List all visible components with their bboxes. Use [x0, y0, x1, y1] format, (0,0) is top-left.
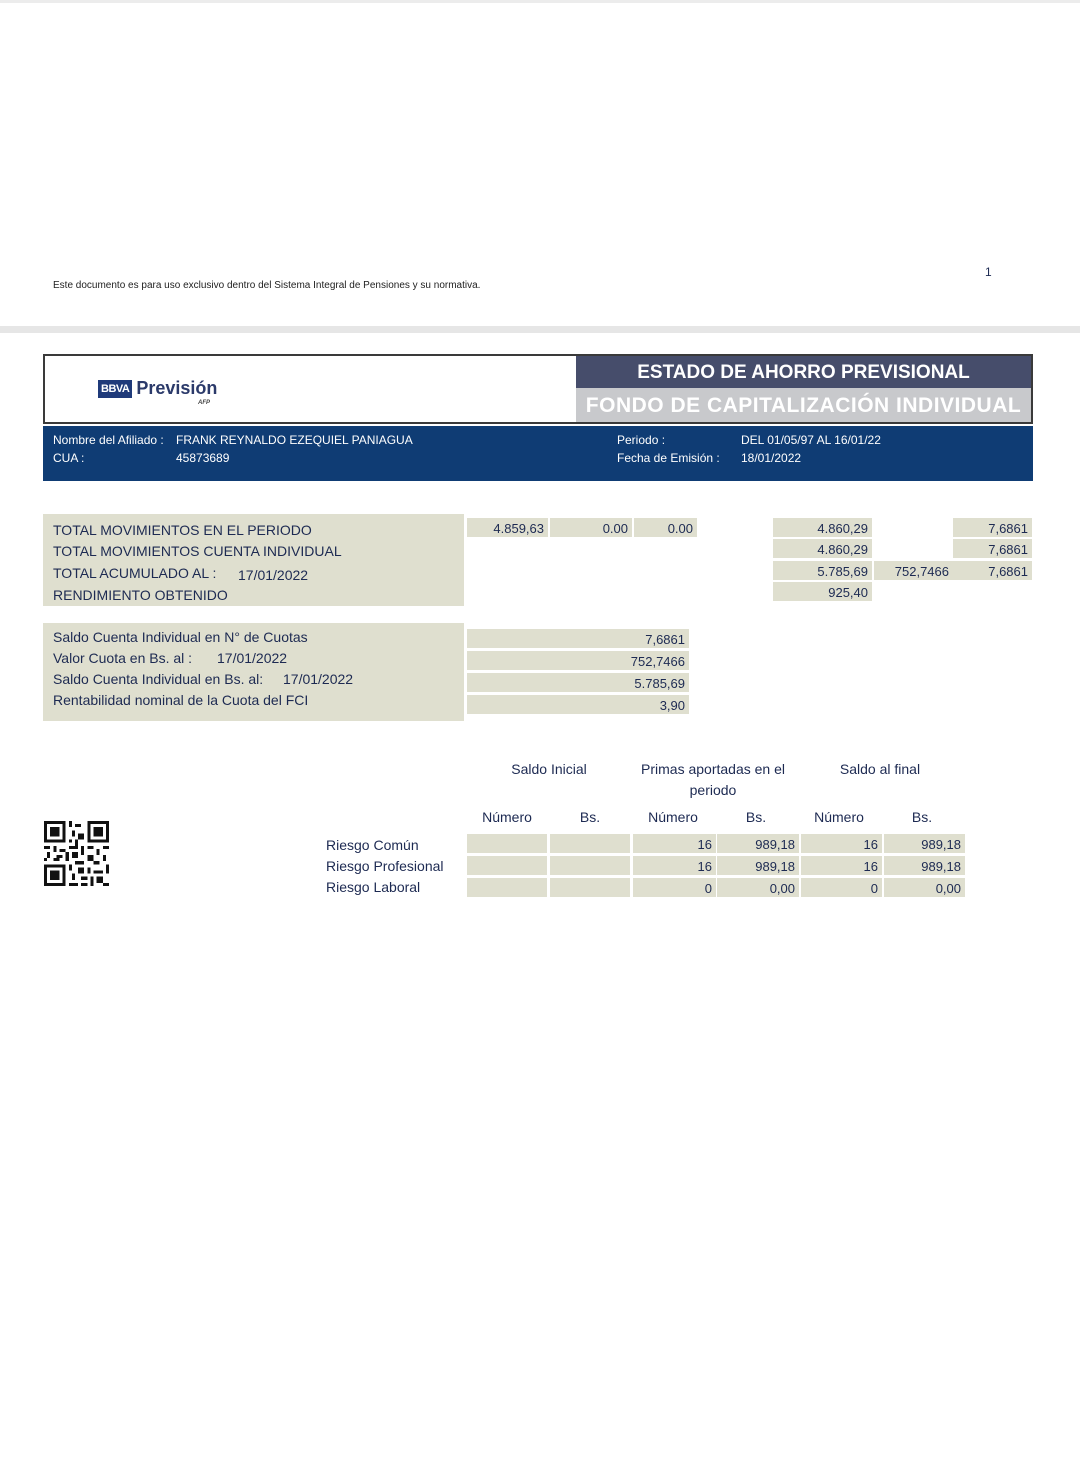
- valor-cuota-date: 17/01/2022: [217, 650, 288, 666]
- riesgo-profesional-inicial-bs: [550, 856, 630, 875]
- rentabilidad-label: Rentabilidad nominal de la Cuota del FCI: [53, 692, 309, 708]
- page-divider: [0, 326, 1080, 333]
- saldo-inicial-numero-header: Número: [482, 809, 532, 825]
- emision-label: Fecha de Emisión :: [617, 451, 720, 465]
- primas-numero-header: Número: [648, 809, 698, 825]
- mov-cuenta-total: 4.860,29: [773, 539, 872, 558]
- riesgo-profesional-inicial-num: [467, 856, 547, 875]
- rentabilidad-value: 3,90: [467, 695, 689, 714]
- riesgo-profesional-label: Riesgo Profesional: [326, 858, 444, 874]
- riesgo-laboral-primas-num: 0: [633, 878, 716, 897]
- riesgo-comun-inicial-num: [467, 834, 547, 853]
- riesgo-comun-inicial-bs: [550, 834, 630, 853]
- riesgo-comun-final-num: 16: [801, 834, 882, 853]
- riesgo-laboral-label: Riesgo Laboral: [326, 879, 421, 895]
- riesgo-laboral-final-bs: 0,00: [884, 878, 965, 897]
- riesgo-comun-primas-num: 16: [633, 834, 716, 853]
- afiliado-label: Nombre del Afiliado :: [53, 433, 164, 447]
- primas-header-line2: periodo: [689, 782, 737, 798]
- saldo-inicial-bs-header: Bs.: [579, 809, 601, 825]
- document-title: ESTADO DE AHORRO PREVISIONAL: [576, 356, 1031, 388]
- periodo-value: DEL 01/05/97 AL 16/01/22: [741, 433, 881, 447]
- cua-value: 45873689: [176, 451, 230, 465]
- acumulado-total: 5.785,69: [773, 561, 872, 580]
- logo-brand: BBVA: [98, 380, 132, 398]
- acumulado-cuotas: 7,6861: [953, 561, 1032, 580]
- saldo-cuotas-value: 7,6861: [467, 629, 689, 648]
- disclaimer-text: Este documento es para uso exclusivo dentro del Sistema Integral de Pensiones y su normativa.: [53, 280, 481, 291]
- saldo-bs-date: 17/01/2022: [283, 671, 354, 687]
- riesgo-comun-final-bs: 989,18: [884, 834, 965, 853]
- saldo-final-header: Saldo al final: [839, 761, 921, 777]
- mov-periodo-value-1: 4.859,63: [467, 518, 548, 537]
- riesgo-profesional-final-bs: 989,18: [884, 856, 965, 875]
- saldo-cuotas-label: Saldo Cuenta Individual en N° de Cuotas: [53, 629, 308, 645]
- mov-cuenta-label: TOTAL MOVIMIENTOS CUENTA INDIVIDUAL: [53, 543, 342, 559]
- rendimiento-label: RENDIMIENTO OBTENIDO: [53, 587, 228, 603]
- acumulado-valor-cuota: 752,7466: [874, 561, 953, 580]
- saldo-inicial-header: Saldo Inicial: [511, 761, 587, 777]
- primas-bs-header: Bs.: [745, 809, 767, 825]
- page-number: 1: [985, 265, 992, 279]
- logo-sub: AFP: [198, 400, 210, 406]
- mov-periodo-cuotas: 7,6861: [953, 518, 1032, 537]
- riesgo-comun-primas-bs: 989,18: [717, 834, 799, 853]
- saldo-bs-value: 5.785,69: [467, 673, 689, 692]
- valor-cuota-label: Valor Cuota en Bs. al :: [53, 650, 193, 666]
- valor-cuota-value: 752,7466: [467, 651, 689, 670]
- riesgo-laboral-primas-bs: 0,00: [717, 878, 799, 897]
- final-bs-header: Bs.: [911, 809, 933, 825]
- afiliado-value: FRANK REYNALDO EZEQUIEL PANIAGUA: [176, 433, 413, 447]
- riesgo-comun-label: Riesgo Común: [326, 837, 419, 853]
- mov-periodo-value-2: 0.00: [550, 518, 632, 537]
- riesgo-profesional-primas-bs: 989,18: [717, 856, 799, 875]
- cua-label: CUA :: [53, 451, 85, 465]
- final-numero-header: Número: [814, 809, 864, 825]
- acumulado-label: TOTAL ACUMULADO AL :: [53, 565, 217, 581]
- riesgo-profesional-primas-num: 16: [633, 856, 716, 875]
- bbva-prevision-logo: [98, 378, 217, 399]
- riesgo-laboral-inicial-bs: [550, 878, 630, 897]
- mov-periodo-total: 4.860,29: [773, 518, 872, 537]
- primas-header-line1: Primas aportadas en el: [641, 761, 785, 777]
- riesgo-profesional-final-num: 16: [801, 856, 882, 875]
- mov-periodo-value-3: 0.00: [634, 518, 697, 537]
- logo-name: Previsión: [136, 378, 218, 398]
- mov-cuenta-cuotas: 7,6861: [953, 539, 1032, 558]
- mov-periodo-label: TOTAL MOVIMIENTOS EN EL PERIODO: [53, 522, 312, 538]
- emision-value: 18/01/2022: [741, 451, 802, 465]
- riesgo-laboral-inicial-num: [467, 878, 547, 897]
- acumulado-date: 17/01/2022: [238, 567, 309, 583]
- document-subtitle: FONDO DE CAPITALIZACIÓN INDIVIDUAL: [576, 388, 1031, 422]
- affiliate-info-bar: [43, 426, 1033, 481]
- qr-code: [44, 821, 109, 886]
- riesgo-laboral-final-num: 0: [801, 878, 882, 897]
- top-edge: [0, 0, 1080, 3]
- periodo-label: Periodo :: [617, 433, 666, 447]
- rendimiento-value: 925,40: [773, 582, 872, 601]
- saldo-bs-label: Saldo Cuenta Individual en Bs. al:: [53, 671, 264, 687]
